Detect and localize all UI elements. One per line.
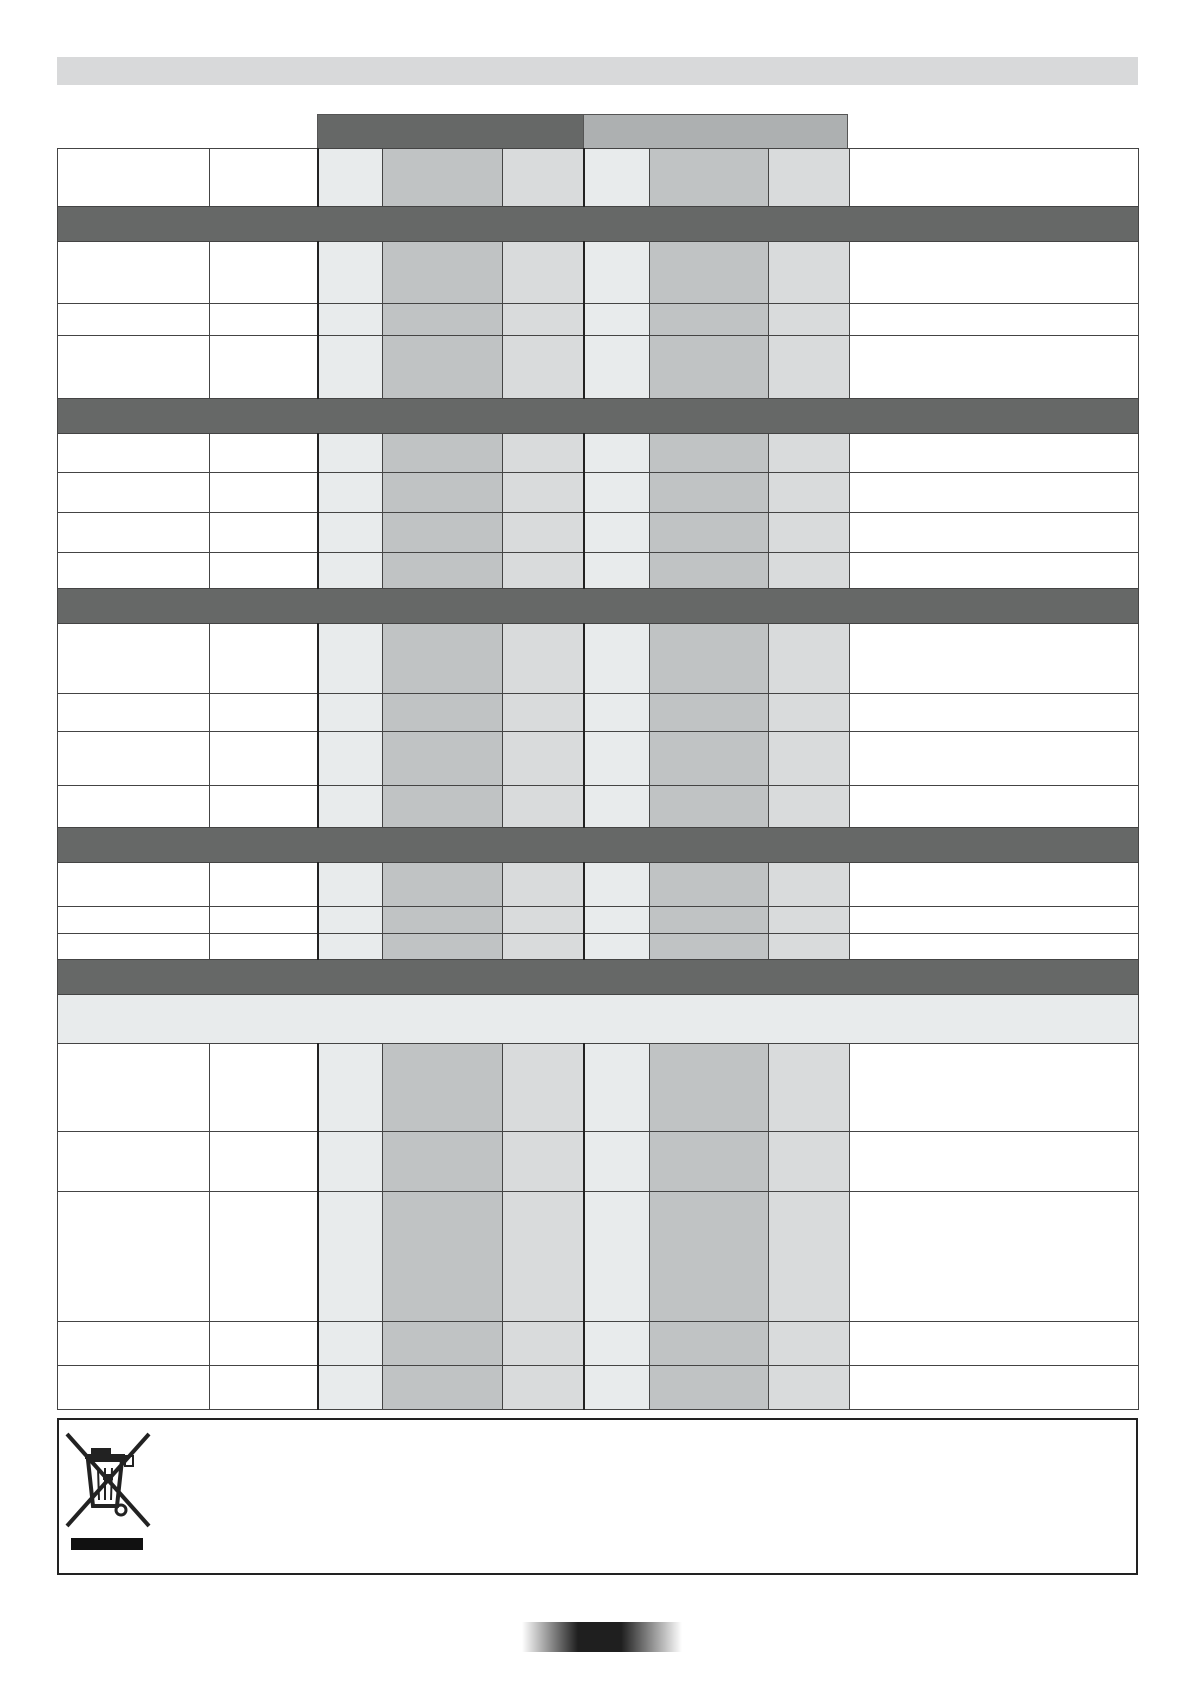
table-cell <box>769 304 850 336</box>
table-cell <box>584 1366 650 1410</box>
section-title <box>58 960 1139 995</box>
table-row <box>58 732 1139 786</box>
section-header-row <box>58 207 1139 242</box>
table-row <box>58 304 1139 336</box>
table-cell <box>383 336 503 399</box>
table-cell <box>383 513 503 553</box>
table-cell <box>383 1192 503 1322</box>
table-cell <box>58 1044 210 1132</box>
table-cell <box>850 934 1139 960</box>
table-row <box>58 1366 1139 1410</box>
table-cell <box>503 1044 584 1132</box>
table-cell <box>850 907 1139 934</box>
table-cell <box>383 434 503 473</box>
table-cell <box>383 149 503 207</box>
table-row <box>58 553 1139 589</box>
table-cell <box>503 1322 584 1366</box>
table-cell <box>769 786 850 828</box>
table-cell <box>210 1322 318 1366</box>
table-cell <box>503 473 584 513</box>
table-cell <box>584 513 650 553</box>
section-note <box>58 995 1139 1044</box>
table-cell <box>850 694 1139 732</box>
table-cell <box>769 149 850 207</box>
table-cell <box>850 304 1139 336</box>
specification-table <box>57 148 1139 1410</box>
table-cell <box>318 1192 383 1322</box>
table-cell <box>769 1044 850 1132</box>
table-cell <box>318 1044 383 1132</box>
table-cell <box>318 786 383 828</box>
section-title <box>58 828 1139 863</box>
table-cell <box>850 624 1139 694</box>
table-cell <box>650 1366 769 1410</box>
table-cell <box>650 1044 769 1132</box>
table-cell <box>383 694 503 732</box>
weee-disposal-notice <box>57 1418 1138 1575</box>
table-cell <box>769 624 850 694</box>
table-cell <box>650 473 769 513</box>
table-cell <box>318 513 383 553</box>
table-cell <box>503 553 584 589</box>
table-cell <box>318 1366 383 1410</box>
table-cell <box>210 513 318 553</box>
table-cell <box>584 1044 650 1132</box>
table-cell <box>850 1366 1139 1410</box>
table-cell <box>769 863 850 907</box>
table-cell <box>503 149 584 207</box>
table-cell <box>850 336 1139 399</box>
table-cell <box>318 1322 383 1366</box>
table-cell <box>650 304 769 336</box>
table-cell <box>503 1192 584 1322</box>
table-cell <box>318 434 383 473</box>
table-row <box>58 624 1139 694</box>
table-cell <box>318 694 383 732</box>
table-cell <box>210 934 318 960</box>
table-cell <box>210 1132 318 1192</box>
table-cell <box>383 863 503 907</box>
table-cell <box>850 786 1139 828</box>
table-cell <box>58 149 210 207</box>
table-cell <box>584 336 650 399</box>
table-cell <box>650 732 769 786</box>
table-cell <box>58 624 210 694</box>
table-row <box>58 1192 1139 1322</box>
table-cell <box>584 1192 650 1322</box>
table-cell <box>383 242 503 304</box>
table-cell <box>503 242 584 304</box>
table-cell <box>58 304 210 336</box>
table-cell <box>584 434 650 473</box>
table-cell <box>650 694 769 732</box>
table-cell <box>850 242 1139 304</box>
table-cell <box>503 513 584 553</box>
table-cell <box>318 149 383 207</box>
table-cell <box>769 694 850 732</box>
table-cell <box>769 934 850 960</box>
table-row <box>58 513 1139 553</box>
table-cell <box>383 934 503 960</box>
table-cell <box>210 1192 318 1322</box>
table-row <box>58 473 1139 513</box>
table-cell <box>584 786 650 828</box>
table-cell <box>318 553 383 589</box>
table-cell <box>210 1366 318 1410</box>
page-title <box>57 57 1138 85</box>
table-cell <box>650 1132 769 1192</box>
table-row <box>58 694 1139 732</box>
table-cell <box>383 304 503 336</box>
table-cell <box>318 863 383 907</box>
table-row <box>58 863 1139 907</box>
table-cell <box>210 149 318 207</box>
table-cell <box>850 434 1139 473</box>
section-title <box>58 589 1139 624</box>
section-title <box>58 399 1139 434</box>
section-header-row <box>58 960 1139 995</box>
table-row <box>58 1322 1139 1366</box>
table-cell <box>584 907 650 934</box>
table-cell <box>584 149 650 207</box>
table-cell <box>769 907 850 934</box>
table-cell <box>58 1192 210 1322</box>
table-cell <box>503 434 584 473</box>
table-cell <box>318 624 383 694</box>
table-cell <box>650 786 769 828</box>
table-cell <box>650 434 769 473</box>
table-cell <box>210 336 318 399</box>
table-cell <box>650 863 769 907</box>
table-cell <box>850 473 1139 513</box>
table-cell <box>650 149 769 207</box>
table-cell <box>769 1132 850 1192</box>
table-cell <box>769 1366 850 1410</box>
table-cell <box>584 304 650 336</box>
table-cell <box>850 149 1139 207</box>
table-cell <box>503 863 584 907</box>
table-cell <box>650 1192 769 1322</box>
table-cell <box>318 907 383 934</box>
table-cell <box>850 1044 1139 1132</box>
table-cell <box>58 1132 210 1192</box>
table-cell <box>210 786 318 828</box>
table-cell <box>769 1322 850 1366</box>
table-cell <box>210 242 318 304</box>
table-header-row <box>58 149 1139 207</box>
column-group-2-header <box>583 114 848 149</box>
table-cell <box>383 1366 503 1410</box>
table-cell <box>650 934 769 960</box>
table-row <box>58 336 1139 399</box>
table-cell <box>584 1322 650 1366</box>
table-cell <box>650 553 769 589</box>
table-cell <box>650 624 769 694</box>
table-cell <box>318 732 383 786</box>
table-cell <box>210 732 318 786</box>
table-cell <box>850 1132 1139 1192</box>
section-header-row <box>58 399 1139 434</box>
table-cell <box>584 242 650 304</box>
table-cell <box>584 863 650 907</box>
table-cell <box>318 304 383 336</box>
table-cell <box>58 434 210 473</box>
table-cell <box>769 513 850 553</box>
table-cell <box>210 304 318 336</box>
section-title <box>58 207 1139 242</box>
section-header-row <box>58 589 1139 624</box>
table-cell <box>383 473 503 513</box>
table-row <box>58 907 1139 934</box>
table-cell <box>58 553 210 589</box>
table-cell <box>210 1044 318 1132</box>
table-cell <box>318 336 383 399</box>
table-cell <box>584 934 650 960</box>
table-cell <box>503 624 584 694</box>
table-cell <box>383 553 503 589</box>
table-cell <box>850 863 1139 907</box>
table-cell <box>210 694 318 732</box>
table-cell <box>58 242 210 304</box>
table-cell <box>584 732 650 786</box>
table-cell <box>584 553 650 589</box>
table-cell <box>503 934 584 960</box>
table-cell <box>383 732 503 786</box>
page-number <box>522 1622 682 1652</box>
table-cell <box>503 336 584 399</box>
table-cell <box>650 242 769 304</box>
table-cell <box>58 907 210 934</box>
table-cell <box>210 553 318 589</box>
table-cell <box>503 786 584 828</box>
table-cell <box>58 473 210 513</box>
table-cell <box>210 434 318 473</box>
table-row <box>58 1132 1139 1192</box>
table-row <box>58 242 1139 304</box>
table-cell <box>383 624 503 694</box>
table-cell <box>383 1322 503 1366</box>
table-cell <box>383 907 503 934</box>
table-cell <box>503 732 584 786</box>
table-cell <box>850 1322 1139 1366</box>
table-cell <box>58 786 210 828</box>
table-cell <box>318 242 383 304</box>
table-cell <box>383 786 503 828</box>
table-cell <box>769 732 850 786</box>
table-row <box>58 434 1139 473</box>
section-header-row <box>58 828 1139 863</box>
table-cell <box>318 934 383 960</box>
table-cell <box>503 907 584 934</box>
table-cell <box>584 694 650 732</box>
table-cell <box>769 553 850 589</box>
table-cell <box>584 1132 650 1192</box>
table-cell <box>650 336 769 399</box>
table-cell <box>210 907 318 934</box>
table-cell <box>210 624 318 694</box>
table-cell <box>58 1366 210 1410</box>
table-cell <box>850 553 1139 589</box>
table-cell <box>769 242 850 304</box>
table-cell <box>210 863 318 907</box>
table-cell <box>769 434 850 473</box>
table-cell <box>769 1192 850 1322</box>
table-cell <box>503 694 584 732</box>
table-cell <box>58 336 210 399</box>
table-cell <box>503 1366 584 1410</box>
table-row <box>58 1044 1139 1132</box>
table-cell <box>210 473 318 513</box>
table-cell <box>383 1132 503 1192</box>
table-cell <box>58 934 210 960</box>
table-cell <box>318 1132 383 1192</box>
section-note-row <box>58 995 1139 1044</box>
table-row <box>58 786 1139 828</box>
table-cell <box>850 732 1139 786</box>
table-cell <box>383 1044 503 1132</box>
table-cell <box>503 304 584 336</box>
table-cell <box>58 1322 210 1366</box>
table-cell <box>584 624 650 694</box>
table-cell <box>58 863 210 907</box>
table-cell <box>850 513 1139 553</box>
table-row <box>58 934 1139 960</box>
table-cell <box>503 1132 584 1192</box>
table-cell <box>58 732 210 786</box>
table-cell <box>58 694 210 732</box>
table-cell <box>769 473 850 513</box>
table-cell <box>650 907 769 934</box>
table-cell <box>58 513 210 553</box>
column-group-1-header <box>317 114 584 149</box>
table-cell <box>650 1322 769 1366</box>
table-cell <box>650 513 769 553</box>
crossed-out-wheelie-bin-icon <box>63 1430 153 1550</box>
table-cell <box>769 336 850 399</box>
table-cell <box>584 473 650 513</box>
table-cell <box>850 1192 1139 1322</box>
table-cell <box>318 473 383 513</box>
